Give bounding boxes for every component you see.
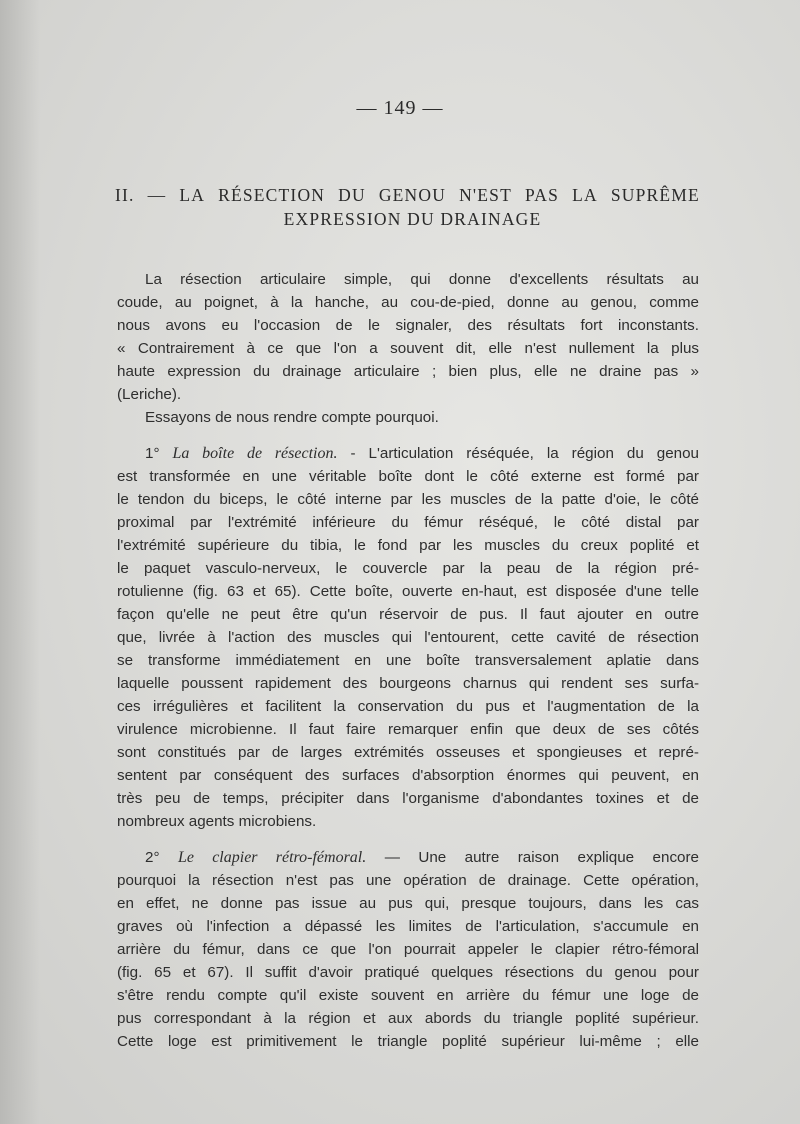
heading-word: GENOU [378,185,447,205]
text-line: le paquet vasculo-nerveux, le couvercle par la peau de la région pré- [117,560,699,577]
list-number: 2° [145,849,178,866]
heading-word: N'EST [459,185,512,205]
text-line: graves où l'infection a dépassé les limites de l'articulation, s'accumule en [117,918,699,935]
heading-word: — [147,185,167,205]
text-line: Essayons de nous rendre compte pourquoi. [145,409,439,426]
text-line: est transformée en une véritable boîte dont le côté externe est formé par [117,468,699,485]
text-line: le tendon du biceps, le côté interne par les muscles de la patte d'oie, le côté [117,491,699,508]
paragraph-3 [117,442,699,833]
text-line: que, livrée à l'action des muscles qui l'entourent, cette cavité de résection [117,629,699,646]
heading-word: SUPRÊME [610,185,700,205]
paragraph-2 [117,406,699,429]
text-run: — Une autre raison explique encore [366,849,699,866]
text-line-first [117,846,699,869]
text-line: (fig. 65 et 67). Il suffit d'avoir pratiqué quelques résections du genou pour [117,964,699,981]
heading-word: LA [179,185,206,205]
heading-word: LA [572,185,598,205]
text-line: arrière du fémur, dans ce que l'on pourrait appeler le clapier rétro-fémoral [117,941,699,958]
text-run: - L'articulation réséquée, la région du genou [337,445,699,462]
text-line: très peu de temps, précipiter dans l'organisme d'abondantes toxines et de [117,790,699,807]
paragraph-4 [117,846,699,1053]
list-number: 1° [145,445,173,462]
text-line: se transforme immédiatement en une boîte transversalement aplatie dans [117,652,699,669]
text-line: s'être rendu compte qu'il existe souvent en arrière du fémur une loge de [117,987,699,1004]
text-line: laquelle poussent rapidement des bourgeons charnus qui rendent ses surfa- [117,675,699,692]
text-line: nous avons eu l'occasion de le signaler, des résultats fort inconstants. [117,317,699,334]
text-line: pus correspondant à la région et aux abords du triangle poplité supérieur. [117,1010,699,1027]
text-line: façon qu'elle ne peut être qu'un réservoir de pus. Il faut ajouter en outre [117,606,699,623]
text-line: en effet, ne donne pas issue au pus qui, presque toujours, dans les cas [117,895,699,912]
text-line: proximal par l'extrémité inférieure du fémur réséqué, le côté distal par [117,514,699,531]
heading-line-1 [115,183,700,207]
paragraph-1 [117,268,699,406]
text-line: La résection articulaire simple, qui donne d'excellents résultats au [145,271,699,288]
heading-line-2: EXPRESSION DU DRAINAGE [283,209,542,229]
text-line: (Leriche). [117,386,182,403]
body-text [117,268,699,1053]
text-line: pourquoi la résection n'est pas une opération de drainage. Cette opération, [117,872,699,889]
text-line: nombreux agents microbiens. [117,813,317,830]
text-line: virulence microbienne. Il faut faire remarquer enfin que deux de ses côtés [117,721,699,738]
heading-word: II. [115,185,135,205]
text-line: coude, au poignet, à la hanche, au cou-de-pied, donne au genou, comme [117,294,699,311]
heading-word: PAS [524,185,560,205]
text-line-first [117,442,699,465]
text-line: sont constitués par de larges extrémités osseuses et spongieuses et repré- [117,744,699,761]
text-line: ces irrégulières et facilitent la conservation du pus et l'augmentation de la [117,698,699,715]
page-number: — 149 — [356,97,444,119]
subsection-title: Le clapier rétro-fémoral. [177,849,367,866]
heading-word: DU [338,185,366,205]
subsection-title: La boîte de résection. [172,445,338,462]
heading-word: RÉSECTION [218,185,326,205]
text-line: haute expression du drainage articulaire ; bien plus, elle ne draine pas » [117,363,699,380]
text-line: l'extrémité supérieure du tibia, le fond par les muscles du creux poplité et [117,537,699,554]
section-heading [115,183,700,231]
text-line: sentent par conséquent des surfaces d'absorption énormes qui peuvent, en [117,767,699,784]
text-line: « Contrairement à ce que l'on a souvent dit, elle n'est nullement la plus [117,340,699,357]
text-line: rotulienne (fig. 63 et 65). Cette boîte, ouverte en-haut, est disposée d'une telle [117,583,699,600]
text-line: Cette loge est primitivement le triangle poplité supérieur lui-même ; elle [117,1033,699,1050]
